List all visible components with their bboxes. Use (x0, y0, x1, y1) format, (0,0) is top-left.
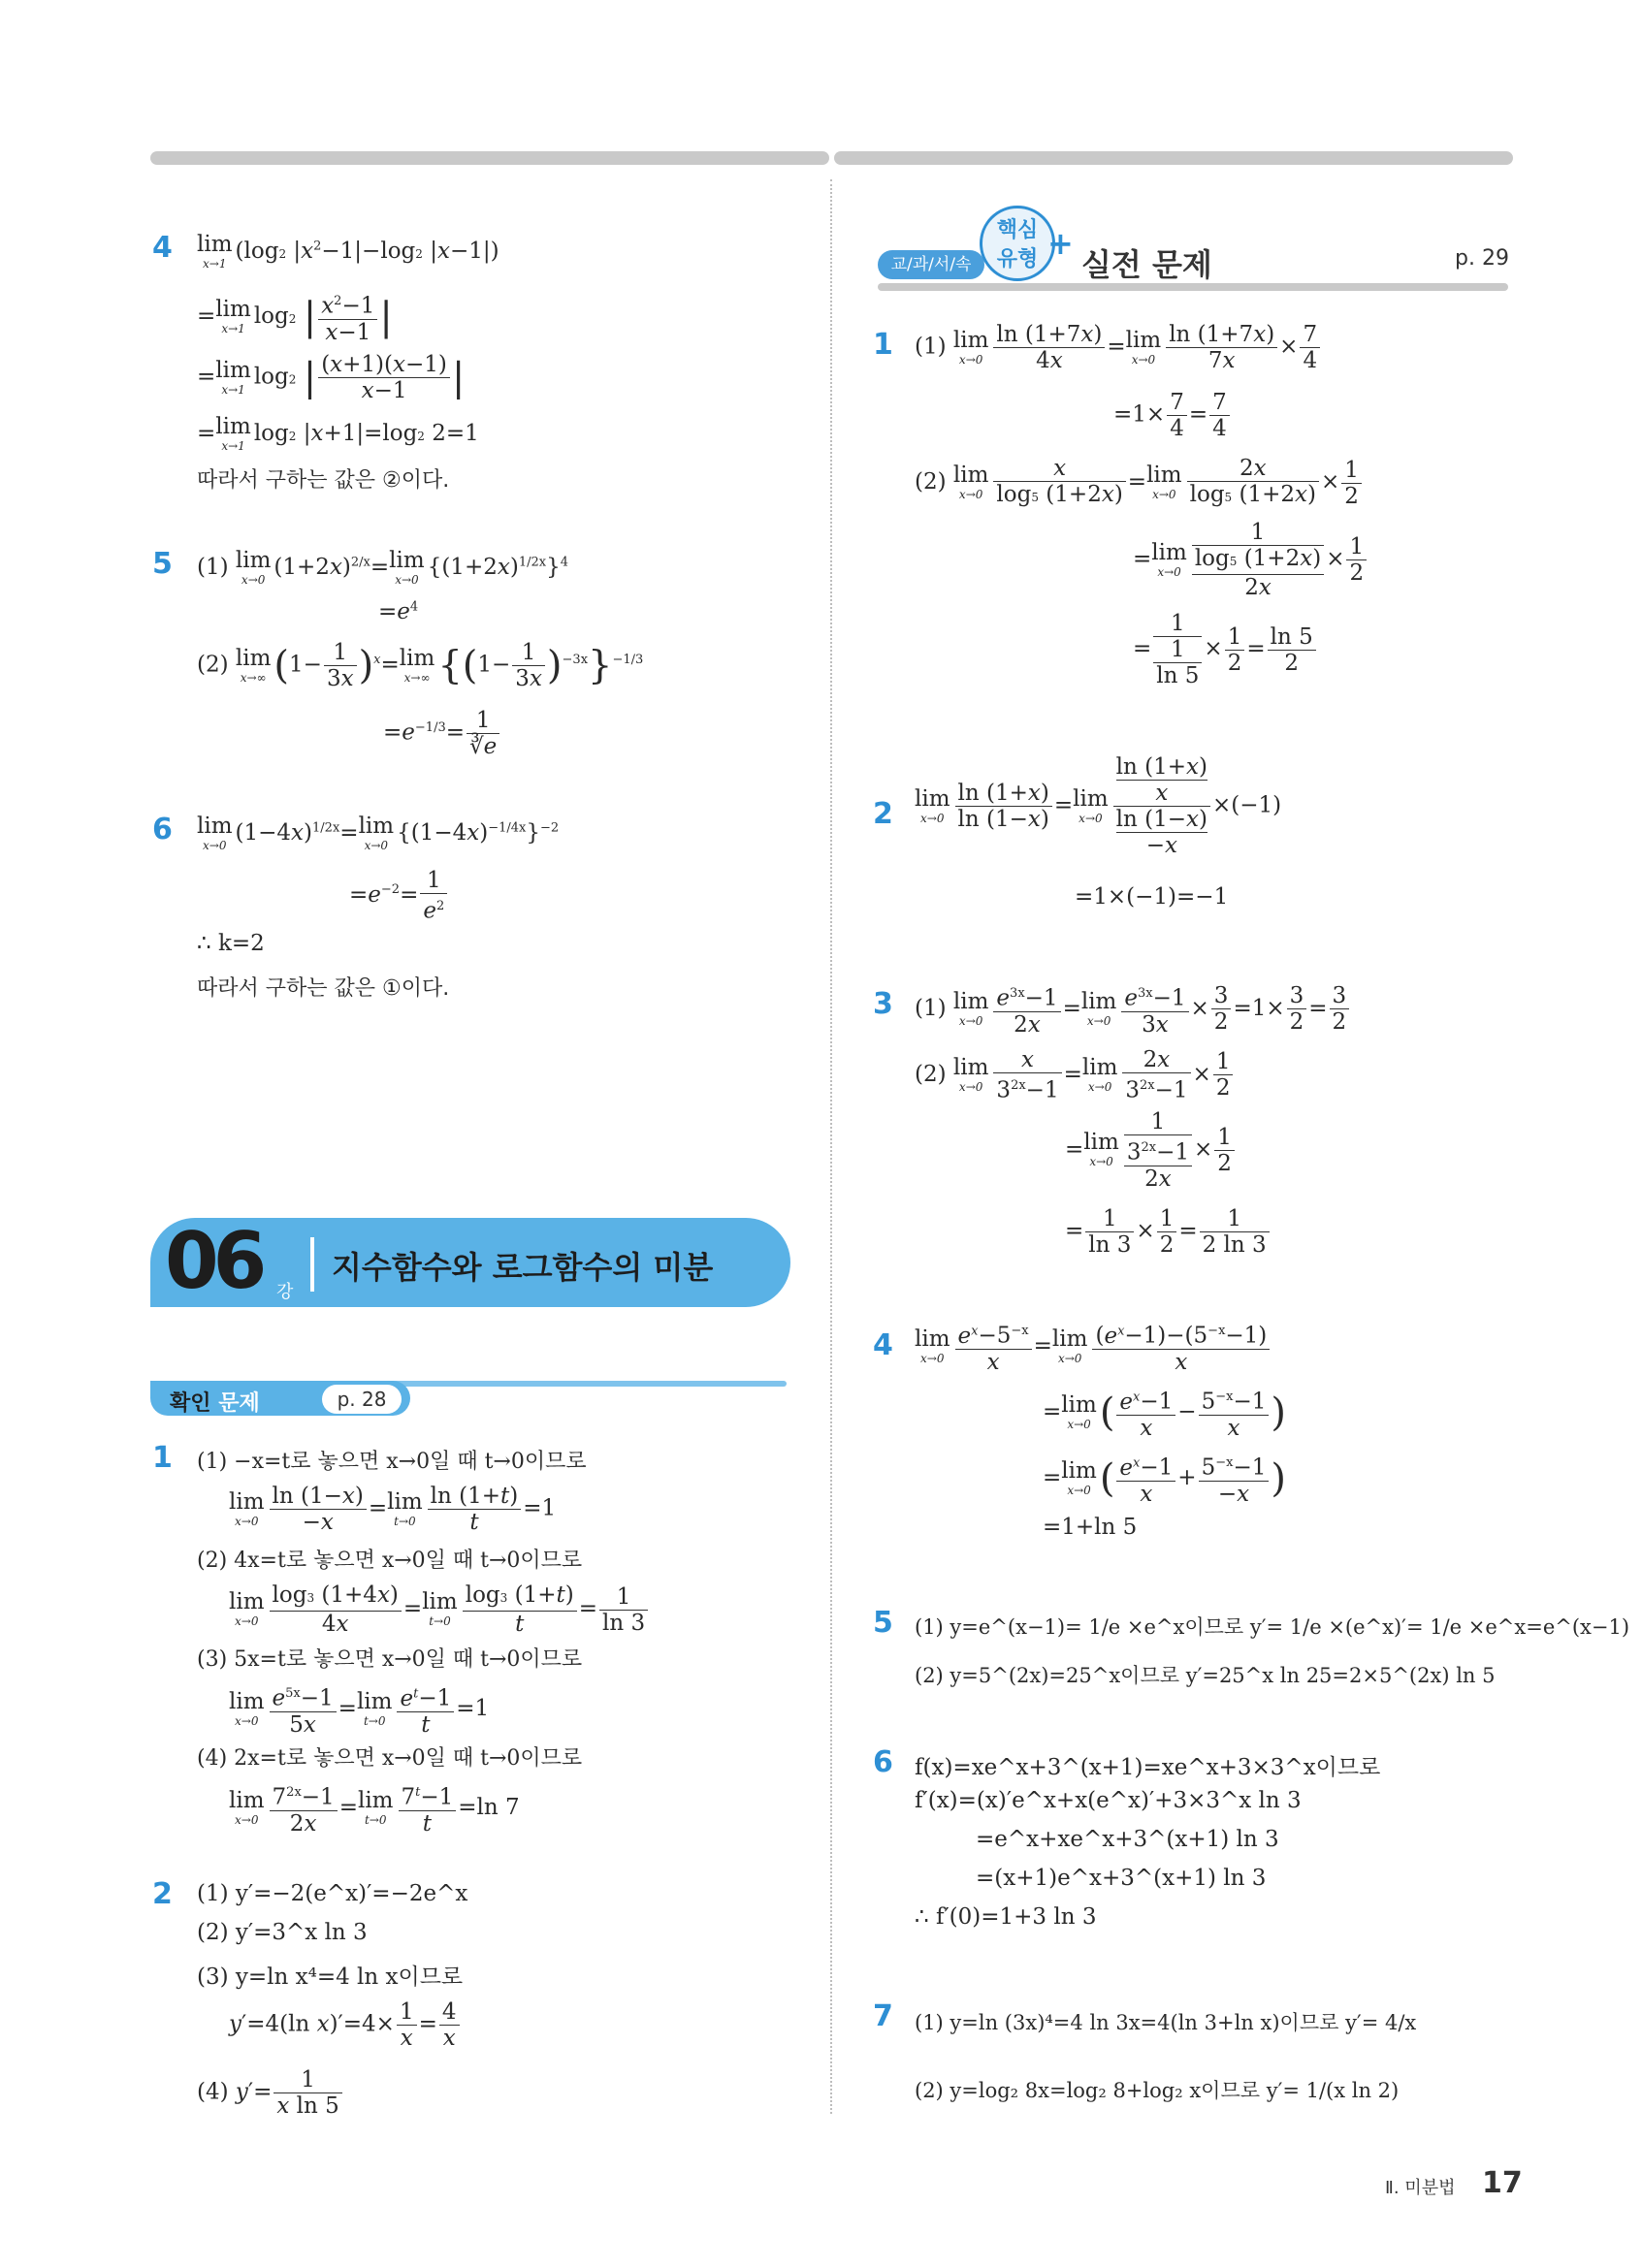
problem-number: 3 (873, 987, 893, 1021)
problem-number: 4 (873, 1328, 893, 1362)
answer-note: 따라서 구하는 값은 ①이다. (197, 976, 450, 1001)
equation-line: = 1 1 ln 5 × $\frac{1}{2}$ = $\frac{\ln 5}{2}$ (1133, 611, 1318, 688)
equation-line: lim x→0 $\frac{\log 3 (1+4x)}{4x}$ = lim t→0 $\frac{\log 3 (1+t)}{t}$ = $\frac{1}{\ln 3}$ (229, 1582, 650, 1637)
equation-line: (1) lim x→0 $\frac{\ln (1+7x)}{4x}$ = lim x→0 $\frac{\ln (1+7x)}{7x}$ × $\frac{7}{4}$ (915, 322, 1322, 373)
problem-number: 7 (873, 1999, 893, 2033)
equation-line: lim x→0 $\frac{e^x-5^{-x}}{x}$ = lim x→0 $\frac{(e^x-1)-(5^{-x}-1)}{x}$ (915, 1319, 1272, 1375)
equation-line: = lim x→1 log2 |x+1|=log2 2=1 (197, 414, 479, 453)
top-bar-right (834, 151, 1513, 165)
chapter-title: 지수함수와 로그함수의 미분 (332, 1249, 714, 1286)
header-badge: 핵심 유형 (980, 206, 1055, 281)
equation-line: (2) lim x→0 $\frac{x}{\log 5 (1+2x)}$ = lim x→0 $\frac{2x}{\log 5 (1+2x)}$ × $\frac{1}{2}$ (915, 456, 1364, 510)
equation-line: (4) 2x=t로 놓으면 x→0일 때 t→0이므로 (197, 1746, 583, 1771)
equation-line: lim x→0 $\frac{\ln (1+x)}{\ln (1-x)}$ = lim x→0 ln (1+x) x ln (1−x) −x ×(−1) (915, 754, 1282, 858)
header-page: p. 29 (1455, 246, 1509, 271)
top-bar-left (150, 151, 829, 165)
problem-number: 1 (873, 328, 893, 362)
equation-line: $=e^4$ (378, 599, 419, 624)
equation-line: (1) y′=−2(e^x)′=−2e^x (197, 1881, 468, 1906)
equation-line: f(x)=xe^x+3^(x+1)=xe^x+3×3^x이므로 (915, 1755, 1381, 1780)
equation-line: (2) y=log₂ 8x=log₂ 8+log₂ x이므로 y′= 1/(x ln 2) (915, 2079, 1400, 2102)
equation-line: (1) lim x→0 $(1+2x)^{2/x}=$ lim x→0 $\{(1+2x)^{1/2x}\}^4$ (197, 548, 569, 587)
equation-line: (2) lim x→∞ (1− $\frac{1}{3x}$ )$^x$= lim x→∞ {(1− $\frac{1}{3x}$ )$^{-3x}$}$^{-1/3}$ (197, 640, 644, 691)
chapter-number: 06 (165, 1216, 262, 1306)
section-page: p. 28 (322, 1385, 402, 1414)
equation-line: $=e^{-1/3}=$ $\frac{1}{∛e}$ (383, 708, 501, 759)
equation-line: =1+ln 5 (1043, 1515, 1138, 1540)
equation-line: f′(x)=(x)′e^x+x(e^x)′+3×3^x ln 3 (915, 1788, 1302, 1813)
equation-line: = lim x→0 1 $3^{2x}-1$ 2x × $\frac{1}{2}$ (1065, 1109, 1237, 1192)
equation-line: y′=4(ln x)′=4× $\frac{1}{x}$ = $\frac{4}{x}$ (229, 1999, 462, 2051)
equation-line: = lim x→1 log2 | $\frac{x^2-1}{x-1}$ | (197, 289, 393, 345)
equation-line: (3) y=ln x⁴=4 ln x이므로 (197, 1965, 464, 1990)
column-divider (830, 179, 832, 2114)
page-number: 17 (1482, 2166, 1523, 2200)
section-label: 확인 문제 (170, 1391, 260, 1416)
equation-line: = lim x→0 1 log5 (1+2x) 2x × $\frac{1}{2}$ (1133, 520, 1368, 600)
problem-number: 5 (152, 547, 173, 581)
problem-number: 6 (152, 813, 173, 847)
equation-line: (1) y=ln (3x)⁴=4 ln 3x=4(ln 3+ln x)이므로 y′= 4/x (915, 2011, 1417, 2034)
header-rule (878, 283, 1508, 291)
equation-line: (1) lim x→0 $\frac{e^{3x}-1}{2x}$ = lim x→0 $\frac{e^{3x}-1}{3x}$ × $\frac{3}{2}$ =1× $\frac{3}{2}$ = $\frac{3}{2}$ (915, 981, 1351, 1038)
equation-line: = lim x→1 log2 | $\frac{(x+1)(x-1)}{x-1}$ | (197, 352, 466, 403)
equation-line: (3) 5x=t로 놓으면 x→0일 때 t→0이므로 (197, 1647, 583, 1672)
problem-number: 5 (873, 1606, 893, 1640)
equation-line: = lim x→0 ( $\frac{e^x-1}{x}$ + $\frac{5^{-x}-1}{-x}$ ) (1043, 1451, 1286, 1507)
equation-line: lim x→0 $\frac{7^{2x}-1}{2x}$ = lim t→0 $\frac{7^t-1}{t}$ =ln 7 (229, 1780, 520, 1837)
equation-line: (2) lim x→0 $\frac{x}{3^{2x}-1}$ = lim x→0 $\frac{2x}{3^{2x}-1}$ × $\frac{1}{2}$ (915, 1047, 1235, 1103)
equation-line: lim x→1 (log2 $|x^2-1|-\log 2$ |x−1|) (197, 232, 499, 271)
equation-line: =e^x+xe^x+3^(x+1) ln 3 (976, 1827, 1279, 1852)
equation-line: (1) y=e^(x−1)= 1/e ×e^x이므로 y′= 1/e ×(e^x)′= 1/e ×e^x=e^(x−1) (915, 1615, 1630, 1639)
chapter-suffix: 강 (276, 1282, 294, 1302)
equation-line: (2) y′=3^x ln 3 (197, 1920, 368, 1945)
equation-line: =1×(−1)=−1 (1075, 884, 1229, 910)
chapter-separator (310, 1237, 314, 1292)
problem-number: 1 (152, 1441, 173, 1475)
equation-line: =1× $\frac{7}{4}$ = $\frac{7}{4}$ (1113, 390, 1232, 441)
equation-line: lim x→0 $\frac{e^{5x}-1}{5x}$ = lim t→0 $\frac{e^t-1}{t}$ =1 (229, 1681, 489, 1738)
equation-line: =(x+1)e^x+3^(x+1) ln 3 (976, 1866, 1267, 1891)
equation-line: lim x→0 $\frac{\ln (1-x)}{-x}$ = lim t→0 $\frac{\ln (1+t)}{t}$ =1 (229, 1484, 557, 1535)
equation-line: (2) 4x=t로 놓으면 x→0일 때 t→0이므로 (197, 1549, 583, 1573)
header-pill: 교/과/서/속 (878, 250, 984, 279)
problem-number: 2 (873, 797, 893, 831)
problem-number: 2 (152, 1877, 173, 1911)
equation-line: (1) −x=t로 놓으면 x→0일 때 t→0이므로 (197, 1450, 587, 1474)
equation-line: lim x→0 $(1-4x)^{1/2x}=$ lim x→0 $\{(1-4x)^{-1/4x}\}^{-2}$ (197, 814, 560, 852)
equation-line: $=e^{-2}=$ $\frac{1}{e^2}$ (349, 868, 449, 924)
equation-line: = $\frac{1}{\ln 3}$ × $\frac{1}{2}$ = $\frac{1}{2 \ln 3}$ (1065, 1206, 1272, 1258)
plus-icon: + (1047, 225, 1074, 262)
equation-line: (2) y=5^(2x)=25^x이므로 y′=25^x ln 25=2×5^(2x) ln 5 (915, 1664, 1496, 1687)
equation-line: (4) y′= $\frac{1}{\text{x ln 5}}$ (197, 2067, 344, 2119)
problem-number: 4 (152, 231, 173, 265)
equation-line: ∴ f′(0)=1+3 ln 3 (915, 1904, 1097, 1930)
problem-number: 6 (873, 1745, 893, 1779)
answer-note: 따라서 구하는 값은 ②이다. (197, 468, 450, 493)
header-title: 실전 문제 (1081, 246, 1212, 283)
equation-line: = lim x→0 ( $\frac{e^x-1}{x}$ − $\frac{5^{-x}-1}{x}$ ) (1043, 1385, 1286, 1441)
footer-section: Ⅱ. 미분법 (1385, 2178, 1456, 2198)
equation-line: ∴ k=2 (197, 931, 265, 956)
